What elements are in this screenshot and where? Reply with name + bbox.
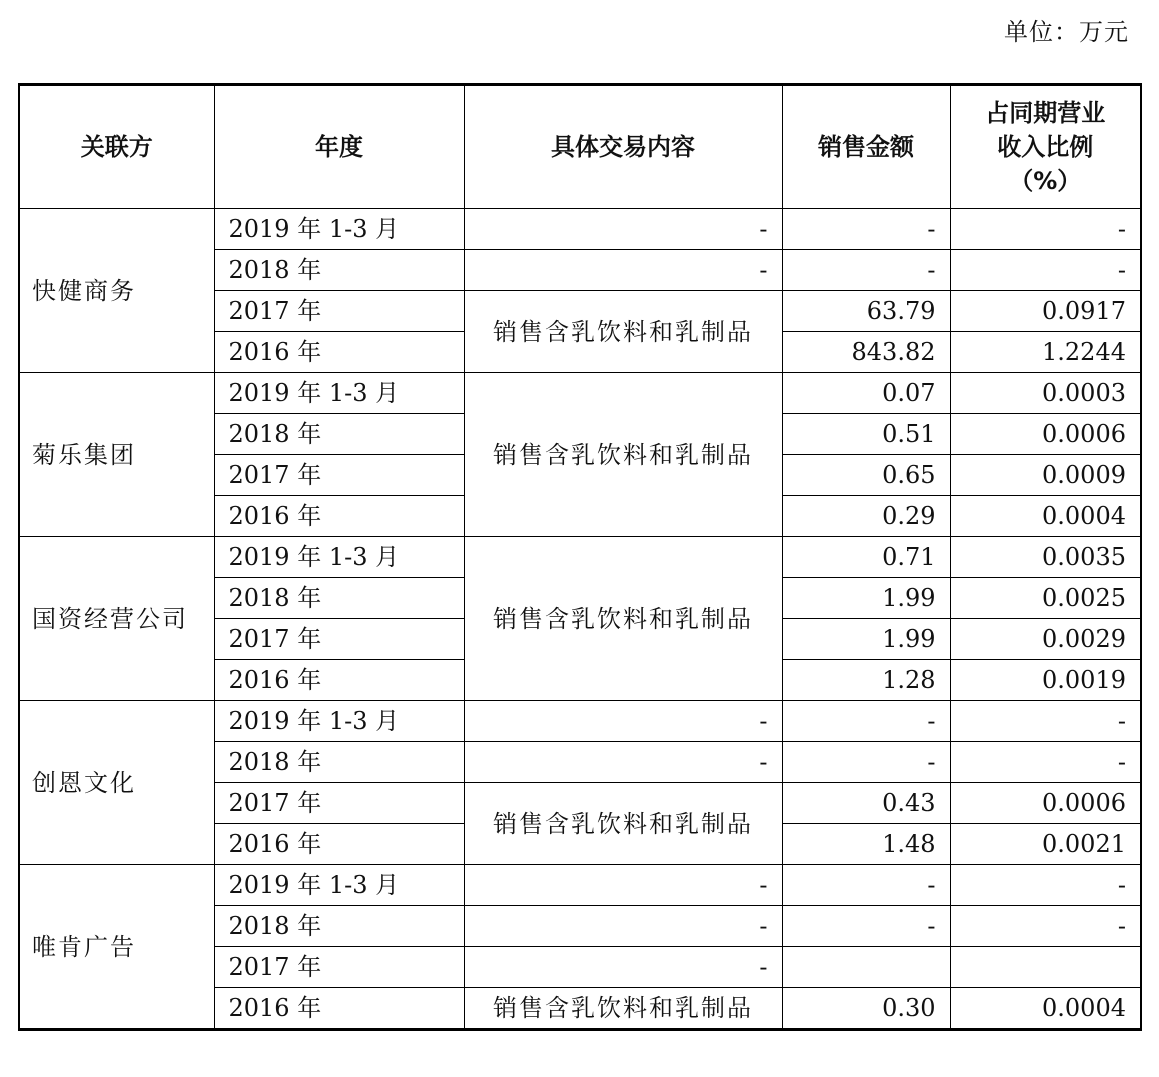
year-cell: 2017 年 <box>214 619 464 660</box>
content-cell: - <box>464 906 782 947</box>
year-cell: 2018 年 <box>214 250 464 291</box>
ratio-cell: - <box>950 742 1141 783</box>
ratio-cell: 0.0004 <box>950 988 1141 1030</box>
year-cell: 2016 年 <box>214 496 464 537</box>
content-cell: 销售含乳饮料和乳制品 <box>464 373 782 537</box>
amount-cell: 1.48 <box>782 824 950 865</box>
amount-cell: 63.79 <box>782 291 950 332</box>
year-cell: 2016 年 <box>214 824 464 865</box>
ratio-cell: 0.0009 <box>950 455 1141 496</box>
ratio-cell: - <box>950 209 1141 250</box>
amount-cell: 1.99 <box>782 619 950 660</box>
header-year: 年度 <box>214 85 464 209</box>
ratio-cell: 0.0917 <box>950 291 1141 332</box>
content-cell: - <box>464 947 782 988</box>
amount-cell: - <box>782 209 950 250</box>
party-cell: 国资经营公司 <box>19 537 214 701</box>
party-cell: 快健商务 <box>19 209 214 373</box>
amount-cell: - <box>782 701 950 742</box>
ratio-cell: 0.0006 <box>950 783 1141 824</box>
ratio-cell: 0.0019 <box>950 660 1141 701</box>
amount-cell: 0.29 <box>782 496 950 537</box>
amount-cell: 1.99 <box>782 578 950 619</box>
year-cell: 2019 年 1-3 月 <box>214 865 464 906</box>
party-cell: 唯肯广告 <box>19 865 214 1030</box>
year-cell: 2017 年 <box>214 455 464 496</box>
header-ratio-line1: 占同期营业 <box>985 99 1106 127</box>
content-cell: - <box>464 865 782 906</box>
ratio-cell: - <box>950 250 1141 291</box>
year-cell: 2018 年 <box>214 906 464 947</box>
amount-cell: - <box>782 906 950 947</box>
header-ratio-line2: 收入比例 <box>997 133 1094 161</box>
amount-cell: 0.51 <box>782 414 950 455</box>
content-cell: - <box>464 742 782 783</box>
year-cell: 2018 年 <box>214 742 464 783</box>
year-cell: 2019 年 1-3 月 <box>214 537 464 578</box>
year-cell: 2018 年 <box>214 414 464 455</box>
year-cell: 2016 年 <box>214 332 464 373</box>
ratio-cell: - <box>950 701 1141 742</box>
amount-cell: 0.65 <box>782 455 950 496</box>
ratio-cell: 0.0025 <box>950 578 1141 619</box>
ratio-cell: 0.0029 <box>950 619 1141 660</box>
year-cell: 2016 年 <box>214 660 464 701</box>
ratio-cell: - <box>950 906 1141 947</box>
amount-cell: 0.43 <box>782 783 950 824</box>
year-cell: 2018 年 <box>214 578 464 619</box>
content-cell: 销售含乳饮料和乳制品 <box>464 537 782 701</box>
amount-cell: 0.07 <box>782 373 950 414</box>
header-ratio-line3: （%） <box>1009 167 1082 195</box>
header-content: 具体交易内容 <box>464 85 782 209</box>
header-row <box>19 85 1141 209</box>
ratio-cell: 0.0003 <box>950 373 1141 414</box>
header-ratio <box>950 85 1141 209</box>
content-cell: - <box>464 250 782 291</box>
table-row <box>19 209 1141 250</box>
year-cell: 2019 年 1-3 月 <box>214 701 464 742</box>
ratio-cell: 1.2244 <box>950 332 1141 373</box>
year-cell: 2016 年 <box>214 988 464 1030</box>
ratio-cell: 0.0035 <box>950 537 1141 578</box>
header-amount: 销售金额 <box>782 85 950 209</box>
content-cell: 销售含乳饮料和乳制品 <box>464 291 782 373</box>
amount-cell: 843.82 <box>782 332 950 373</box>
amount-cell: 0.30 <box>782 988 950 1030</box>
table-row <box>19 537 1141 578</box>
ratio-cell: 0.0021 <box>950 824 1141 865</box>
ratio-cell: 0.0004 <box>950 496 1141 537</box>
content-cell: 销售含乳饮料和乳制品 <box>464 988 782 1030</box>
year-cell: 2017 年 <box>214 783 464 824</box>
amount-cell: - <box>782 742 950 783</box>
content-cell: - <box>464 209 782 250</box>
table-row <box>19 865 1141 906</box>
amount-cell: 0.71 <box>782 537 950 578</box>
content-cell: - <box>464 701 782 742</box>
year-cell: 2019 年 1-3 月 <box>214 373 464 414</box>
ratio-cell: - <box>950 865 1141 906</box>
ratio-cell <box>950 947 1141 988</box>
year-cell: 2017 年 <box>214 947 464 988</box>
ratio-cell: 0.0006 <box>950 414 1141 455</box>
party-cell: 创恩文化 <box>19 701 214 865</box>
content-cell: 销售含乳饮料和乳制品 <box>464 783 782 865</box>
table-row <box>19 373 1141 414</box>
table-row <box>19 701 1141 742</box>
year-cell: 2019 年 1-3 月 <box>214 209 464 250</box>
year-cell: 2017 年 <box>214 291 464 332</box>
amount-cell: 1.28 <box>782 660 950 701</box>
amount-cell: - <box>782 865 950 906</box>
amount-cell: - <box>782 250 950 291</box>
party-cell: 菊乐集团 <box>19 373 214 537</box>
header-party: 关联方 <box>19 85 214 209</box>
amount-cell <box>782 947 950 988</box>
related-party-sales-table <box>18 83 1142 1031</box>
unit-label: 单位：万元 <box>1004 18 1129 46</box>
